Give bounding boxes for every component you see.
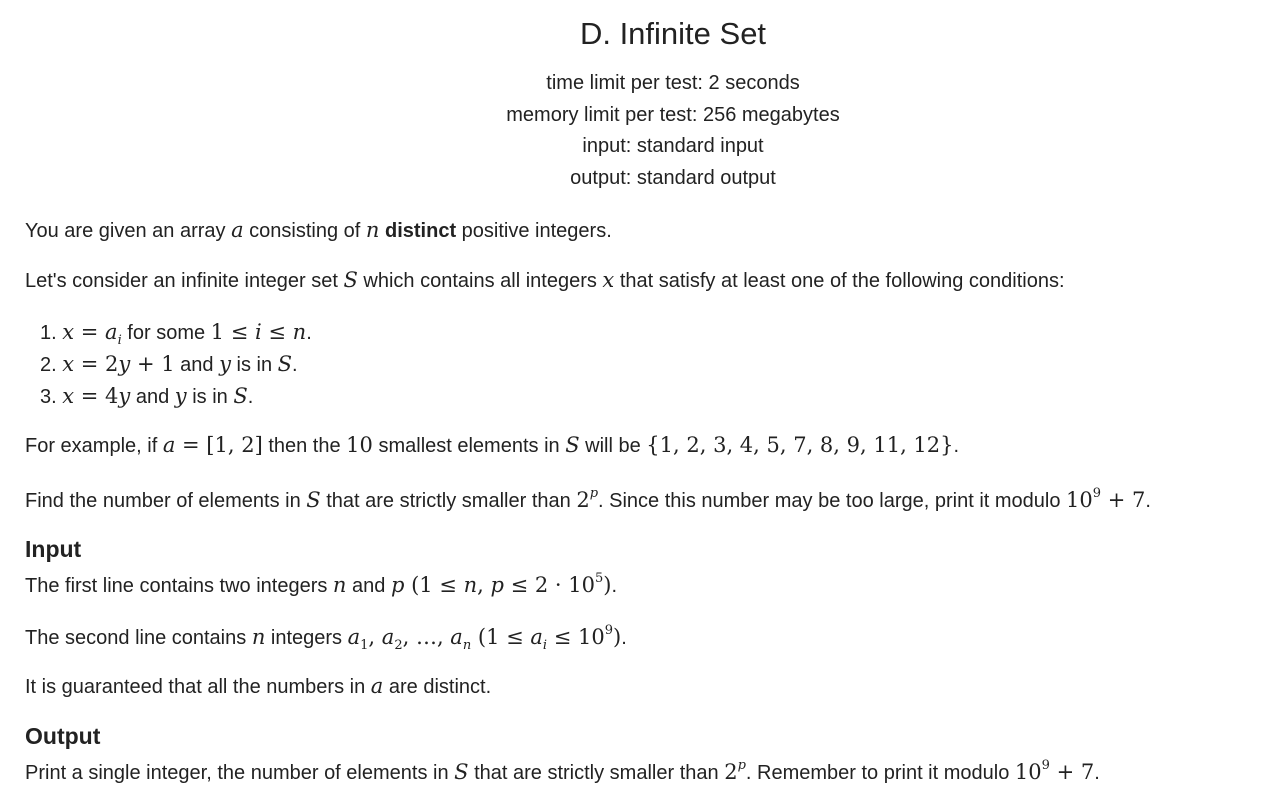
find-paragraph: Find the number of elements in S that are strictly smaller than 2$^p$. Since this number may be too large, print it modulo $10^9 + 7$. xyxy=(25,486,1151,512)
output-heading: Output xyxy=(25,723,101,749)
statement-paragraph-1: You are given an array a consisting of n distinct positive integers. xyxy=(25,218,612,242)
memory-limit: memory limit per test: 256 megabytes xyxy=(506,104,840,126)
output-line-1: Print a single integer, the number of elements in S that are strictly smaller than 2$^p$. Remember to print it modulo $10^9 + 7$. xyxy=(25,758,1100,784)
time-limit: time limit per test: 2 seconds xyxy=(546,72,800,94)
condition-item: 1. $x = a_i$ for some 1 ≤ i ≤ n. xyxy=(40,320,312,348)
statement-paragraph-2: Let's consider an infinite integer set S which contains all integers x that satisfy at least one of the following conditions: xyxy=(25,268,1065,292)
input-heading: Input xyxy=(25,536,82,562)
input-line-1: The first line contains two integers n and p (1 ≤ n, $p \le 2 \cdot 10^5$). xyxy=(25,571,618,597)
input-line-3: It is guaranteed that all the numbers in a are distinct. xyxy=(25,674,492,698)
condition-item: 2. x = 2y + 1 and y is in S. xyxy=(40,352,298,376)
problem-title: D. Infinite Set xyxy=(579,16,767,51)
input-line-2: The second line contains n integers $a_1$, $a_2$, …, $a_n$ $(1 \le a_i \le 10^9)$. xyxy=(25,623,627,653)
condition-item: 3. x = 4y and y is in S. xyxy=(40,384,254,408)
example-paragraph: For example, if a = [1, 2] then the 10 smallest elements in S will be {1, 2, 3, 4, 5, 7, 8, 9, 11, 12}. xyxy=(25,433,960,457)
conditions-list xyxy=(40,318,312,414)
output-type: output: standard output xyxy=(570,167,776,189)
input-type: input: standard input xyxy=(582,135,764,157)
